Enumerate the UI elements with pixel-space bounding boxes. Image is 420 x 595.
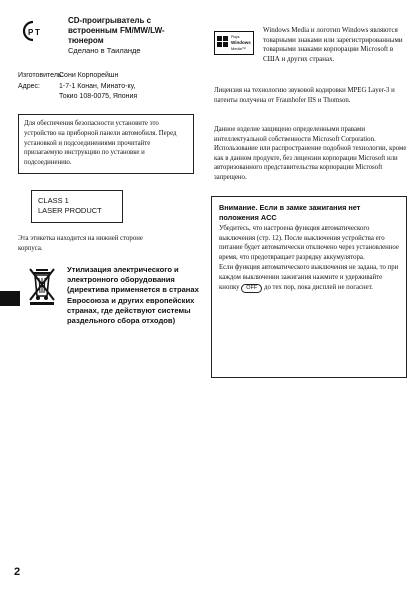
- pct-certification-icon: [18, 20, 48, 42]
- logo-text: Media™: [231, 46, 246, 51]
- acc-warning-box: [211, 196, 407, 378]
- logo-text: Windows: [231, 40, 251, 45]
- mpeg-license-notice: Лицензия на технологию звуковой кодировки MPEG Layer-3 и патенты получена от Fraunhofer IIS и Thomson.: [214, 87, 395, 104]
- acc-warning-paragraph: Убедитесь, что настроена функция автоматического выключения (стр. 12). После выключения устройства его питание будет автоматически отключено через установленное время, что предотвращает разрядку аккумулятора.: [219, 224, 399, 262]
- ip-protection-notice: Данное изделие защищено определенными правами интеллектуальной собственности Microsoft Corporation. Использование или распространение подобной технологии, кроме как в данном продукте, без лицензии корпорации Microsoft или авторизованного представительства корпорации Microsoft запрещено.: [214, 126, 407, 181]
- off-key-label: OFF: [241, 284, 262, 293]
- weee-disposal-heading: Утилизация электрического и электронного оборудования (директива применяется в странах Евросоюза и других европейских странах, где действуют системы раздельного сбора отходов): [67, 265, 199, 326]
- acc-text-after-key: до тех пор, пока дисплей не погаснет.: [264, 284, 373, 292]
- svg-text:T: T: [35, 28, 40, 37]
- logo-text: Plays: [231, 35, 240, 39]
- section-edge-tab: [0, 291, 20, 306]
- product-title: CD-проигрыватель с встроенным FM/MW/LW-тюнером: [68, 16, 165, 45]
- acc-text-before-key: Если функция автоматического выключения не задана, то при каждом выключении зажигания нажмите и удерживайте кнопку: [219, 264, 399, 292]
- address-label: Адрес:: [18, 82, 40, 90]
- windows-media-logo: [214, 31, 254, 55]
- manufacturer-name: Сони Корпорейшн: [59, 72, 119, 79]
- acc-warning-heading: Внимание. Если в замке зажигания нет положения ACC: [219, 203, 361, 222]
- laser-product-line: LASER PRODUCT: [38, 206, 102, 215]
- address-line: 1-7-1 Конан, Минато-ку,: [59, 82, 136, 90]
- laser-class-line: CLASS 1: [38, 196, 69, 205]
- manufacturer-info: [18, 71, 198, 103]
- trademark-notice: Windows Media и логотип Windows являются товарными знаками или зарегистрированными товарными знаками корпорации Microsoft в США и других странах.: [263, 26, 403, 63]
- acc-warning-paragraph: [219, 263, 399, 293]
- manufacturer-label: Изготовитель:: [18, 72, 64, 79]
- svg-text:P: P: [28, 28, 34, 37]
- label-location-note: Эта этикетка находится на нижней стороне корпуса.: [18, 235, 143, 252]
- product-origin: Сделано в Таиланде: [68, 46, 141, 55]
- laser-class-label: [31, 190, 123, 223]
- page-number: 2: [14, 566, 21, 578]
- address-line: Токио 108-0075, Япония: [59, 93, 138, 100]
- safety-notice-box: Для обеспечения безопасности установите это устройство на приборной панели автомобиля. Перед установкой и подсоединениями прочитайте прилагаемую инструкцию по установке и подсоединению.: [18, 114, 194, 174]
- crossed-out-bin-icon: [27, 265, 57, 305]
